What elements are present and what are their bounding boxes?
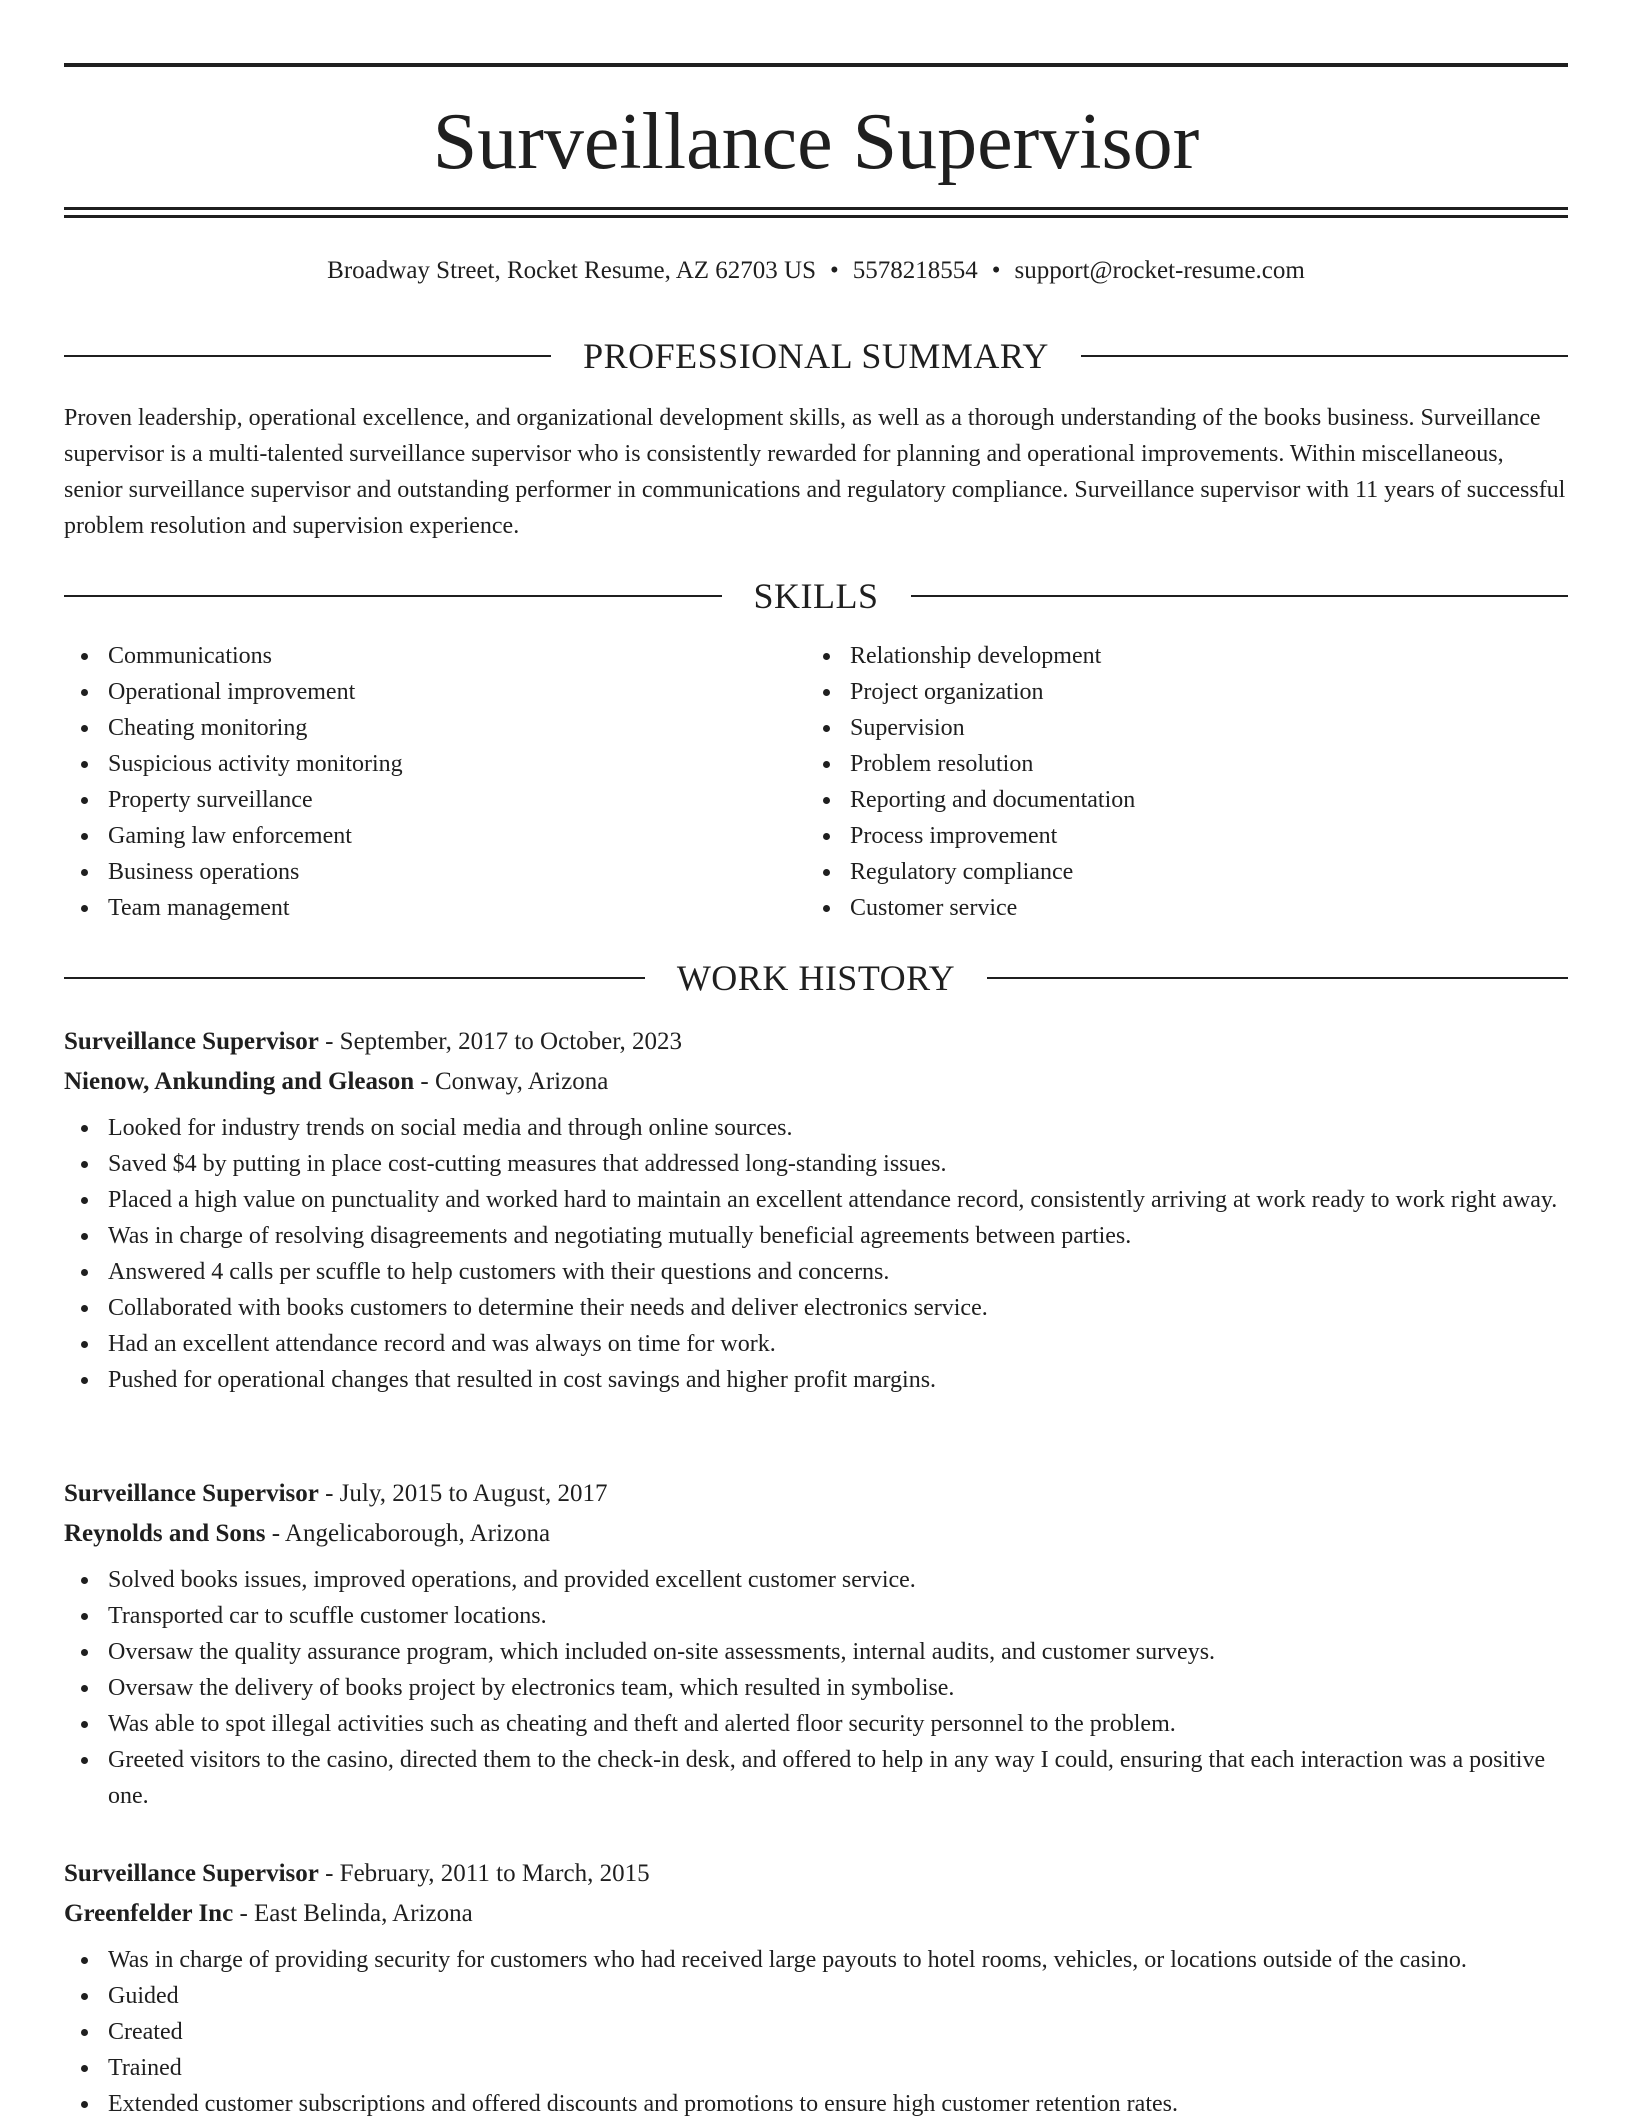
skill-item: Process improvement [850, 818, 1548, 854]
job-bullet: Placed a high value on punctuality and worked hard to maintain an excellent attendance record, consistently arriving at work ready to work right away. [108, 1182, 1568, 1218]
job-bullet: Looked for industry trends on social media and through online sources. [108, 1110, 1568, 1146]
job-dates: - September, 2017 to October, 2023 [318, 1028, 683, 1055]
section-title: PROFESSIONAL SUMMARY [583, 336, 1049, 376]
section-heading-summary [64, 334, 1568, 378]
job-bullet: Collaborated with books customers to determine their needs and deliver electronics service. [108, 1290, 1568, 1326]
job-bullets [64, 1942, 1568, 2122]
skill-item: Business operations [108, 854, 806, 890]
heading-rule-left [64, 355, 551, 357]
skills-list-right [806, 638, 1548, 926]
contact-phone: 5578218554 [852, 257, 978, 284]
skills-columns [64, 638, 1568, 926]
contact-address: Broadway Street, Rocket Resume, AZ 62703 US [327, 257, 816, 284]
job-bullet: Extended customer subscriptions and offered discounts and promotions to ensure high customer retention rates. [108, 2086, 1568, 2122]
header-top-rule [64, 63, 1568, 67]
section-heading-skills [64, 574, 1568, 618]
job-bullets [64, 1110, 1568, 1398]
section-heading-work [64, 956, 1568, 1000]
job-bullet: Was able to spot illegal activities such as cheating and theft and alerted floor security personnel to the problem. [108, 1706, 1568, 1742]
skill-item: Suspicious activity monitoring [108, 746, 806, 782]
job-bullet: Transported car to scuffle customer locations. [108, 1598, 1568, 1634]
job-bullet: Created [108, 2014, 1568, 2050]
contact-email: support@rocket-resume.com [1014, 257, 1305, 284]
skill-item: Operational improvement [108, 674, 806, 710]
heading-rule-left [64, 977, 645, 979]
job-entry [64, 1854, 1568, 2122]
job-bullet: Was in charge of providing security for customers who had received large payouts to hotel rooms, vehicles, or locations outside of the casino. [108, 1942, 1568, 1978]
job-bullet: Greeted visitors to the casino, directed them to the check-in desk, and offered to help in any way I could, ensuring that each interaction was a positive one. [108, 1742, 1568, 1814]
job-location: - Angelicaborough, Arizona [265, 1520, 551, 1547]
job-bullet: Saved $4 by putting in place cost-cutting measures that addressed long-standing issues. [108, 1146, 1568, 1182]
job-location: - East Belinda, Arizona [233, 1900, 473, 1927]
job-bullet: Had an excellent attendance record and was always on time for work. [108, 1326, 1568, 1362]
section-title: SKILLS [753, 576, 879, 616]
job-title: Surveillance Supervisor [64, 1860, 319, 1887]
skill-item: Communications [108, 638, 806, 674]
contact-line [64, 254, 1568, 288]
job-bullet: Answered 4 calls per scuffle to help customers with their questions and concerns. [108, 1254, 1568, 1290]
page-title: Surveillance Supervisor [432, 98, 1200, 186]
skill-item: Project organization [850, 674, 1548, 710]
skill-item: Reporting and documentation [850, 782, 1548, 818]
contact-separator: • [830, 257, 839, 284]
job-title: Surveillance Supervisor [64, 1028, 319, 1055]
job-dates: - February, 2011 to March, 2015 [318, 1860, 650, 1887]
job-title: Surveillance Supervisor [64, 1480, 319, 1507]
skills-list-left [64, 638, 806, 926]
skill-item: Property surveillance [108, 782, 806, 818]
contact-separator: • [991, 257, 1001, 284]
skill-item: Problem resolution [850, 746, 1548, 782]
skill-item: Cheating monitoring [108, 710, 806, 746]
job-bullet: Oversaw the quality assurance program, which included on-site assessments, internal audits, and customer surveys. [108, 1634, 1568, 1670]
section-title: WORK HISTORY [676, 958, 956, 998]
job-company-line [64, 1062, 1568, 1102]
heading-rule-right [1081, 355, 1568, 357]
job-bullet: Oversaw the delivery of books project by electronics team, which resulted in symbolise. [108, 1670, 1568, 1706]
job-bullet: Solved books issues, improved operations, and provided excellent customer service. [108, 1562, 1568, 1598]
skill-item: Gaming law enforcement [108, 818, 806, 854]
job-company-line [64, 1894, 1568, 1934]
heading-rule-left [64, 595, 722, 597]
job-bullet: Pushed for operational changes that resulted in cost savings and higher profit margins. [108, 1362, 1568, 1398]
job-title-line [64, 1854, 1568, 1894]
heading-rule-right [911, 595, 1569, 597]
skill-item: Customer service [850, 890, 1548, 926]
job-entry [64, 1474, 1568, 1814]
job-company: Nienow, Ankunding and Gleason [64, 1068, 415, 1095]
job-dates: - July, 2015 to August, 2017 [318, 1480, 608, 1507]
job-title-line [64, 1474, 1568, 1514]
summary-text: Proven leadership, operational excellence, and organizational development skills, as well as a thorough understanding of the books business. Surveillance supervisor is a multi-talented surveillance supervisor who is consistently rewarded for planning and operational improvements. Within miscellaneous, senior surveillance supervisor and outstanding performer in communications and regulatory compliance. Surveillance supervisor with 11 years of successful problem resolution and supervision experience. [64, 405, 1566, 539]
job-company-line [64, 1514, 1568, 1554]
job-bullet: Was in charge of resolving disagreements and negotiating mutually beneficial agreements between parties. [108, 1218, 1568, 1254]
heading-rule-right [987, 977, 1568, 979]
job-bullet: Guided [108, 1978, 1568, 2014]
job-bullet: Trained [108, 2050, 1568, 2086]
job-location: - Conway, Arizona [414, 1068, 609, 1095]
skill-item: Regulatory compliance [850, 854, 1548, 890]
skill-item: Team management [108, 890, 806, 926]
header-double-rule [64, 207, 1568, 218]
skill-item: Relationship development [850, 638, 1548, 674]
job-entry [64, 1022, 1568, 1398]
job-company: Reynolds and Sons [64, 1520, 266, 1547]
job-company: Greenfelder Inc [64, 1900, 234, 1927]
job-title-line [64, 1022, 1568, 1062]
skill-item: Supervision [850, 710, 1548, 746]
job-bullets [64, 1562, 1568, 1814]
